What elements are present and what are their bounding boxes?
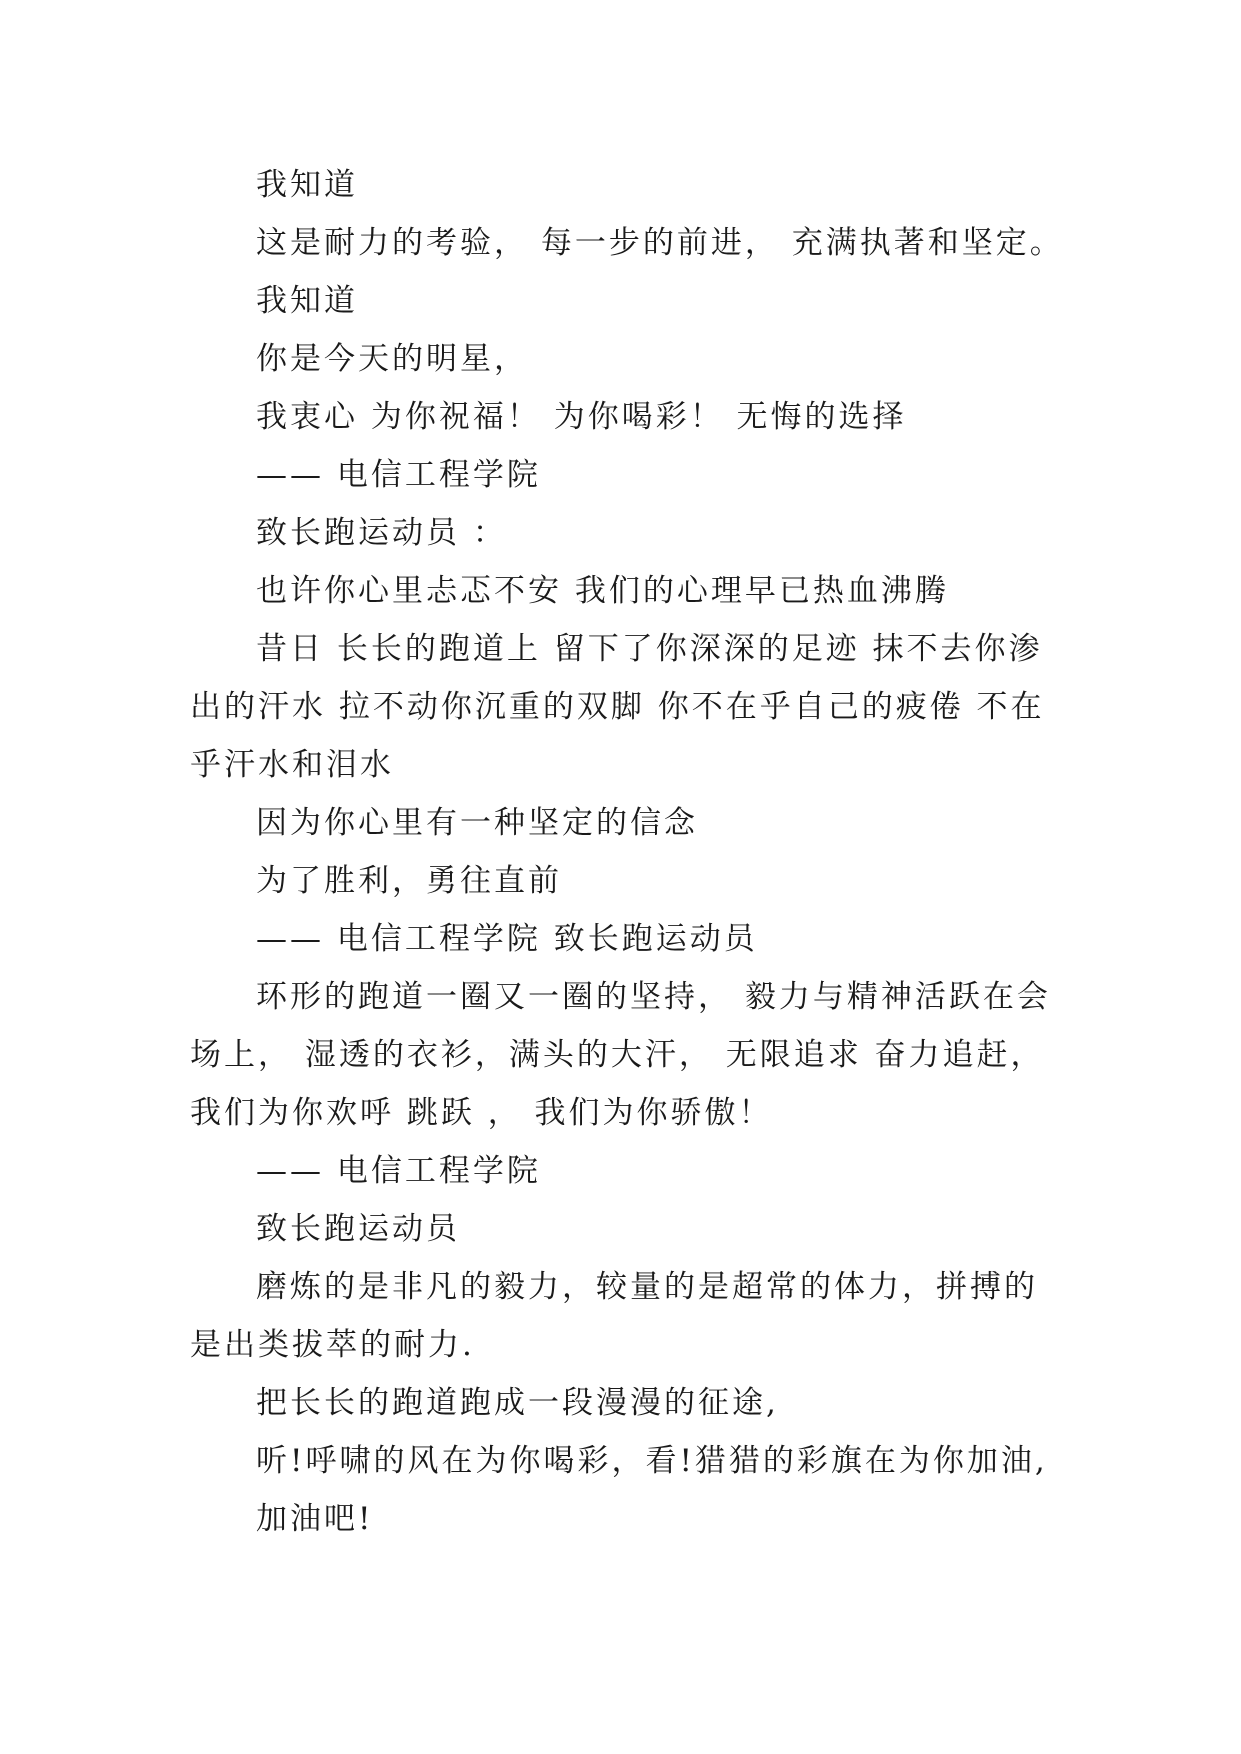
paragraph-2: 这是耐力的考验， 每一步的前进， 充满执著和坚定。 xyxy=(256,225,1064,261)
paragraph-8: 也许你心里忐忑不安 我们的心理早已热血沸腾 xyxy=(256,573,949,609)
paragraph-9: 昔日 长长的跑道上 留下了你深深的足迹 抹不去你渗出的汗水 拉不动你沉重的双脚 你不在乎自己的疲倦 不在乎汗水和泪水 xyxy=(190,631,1045,783)
paragraph-12: —— 电信工程学院 致长跑运动员 xyxy=(256,921,758,957)
paragraph-14: —— 电信工程学院 xyxy=(256,1153,541,1189)
paragraph-10: 因为你心里有一种坚定的信念 xyxy=(256,805,698,841)
document-body xyxy=(190,156,1070,1548)
paragraph-16: 磨炼的是非凡的毅力，较量的是超常的体力，拼搏的是出类拔萃的耐力. xyxy=(190,1269,1038,1363)
paragraph-11: 为了胜利，勇往直前 xyxy=(256,863,562,899)
paragraph-1: 我知道 xyxy=(256,167,358,203)
paragraph-19: 加油吧! xyxy=(256,1501,374,1537)
paragraph-5: 我衷心 为你祝福！ 为你喝彩！ 无悔的选择 xyxy=(256,399,907,435)
paragraph-17: 把长长的跑道跑成一段漫漫的征途, xyxy=(256,1385,779,1421)
paragraph-6: —— 电信工程学院 xyxy=(256,457,541,493)
paragraph-4: 你是今天的明星， xyxy=(256,341,528,377)
paragraph-13: 环形的跑道一圈又一圈的坚持， 毅力与精神活跃在会场上， 湿透的衣衫，满头的大汗， 无限追求 奋力追赶，我们为你欢呼 跳跃 ， 我们为你骄傲！ xyxy=(190,979,1051,1131)
paragraph-18: 听!呼啸的风在为你喝彩，看!猎猎的彩旗在为你加油, xyxy=(256,1443,1048,1479)
paragraph-7: 致长跑运动员 ： xyxy=(256,515,507,551)
paragraph-3: 我知道 xyxy=(256,283,358,319)
paragraph-15: 致长跑运动员 xyxy=(256,1211,460,1247)
